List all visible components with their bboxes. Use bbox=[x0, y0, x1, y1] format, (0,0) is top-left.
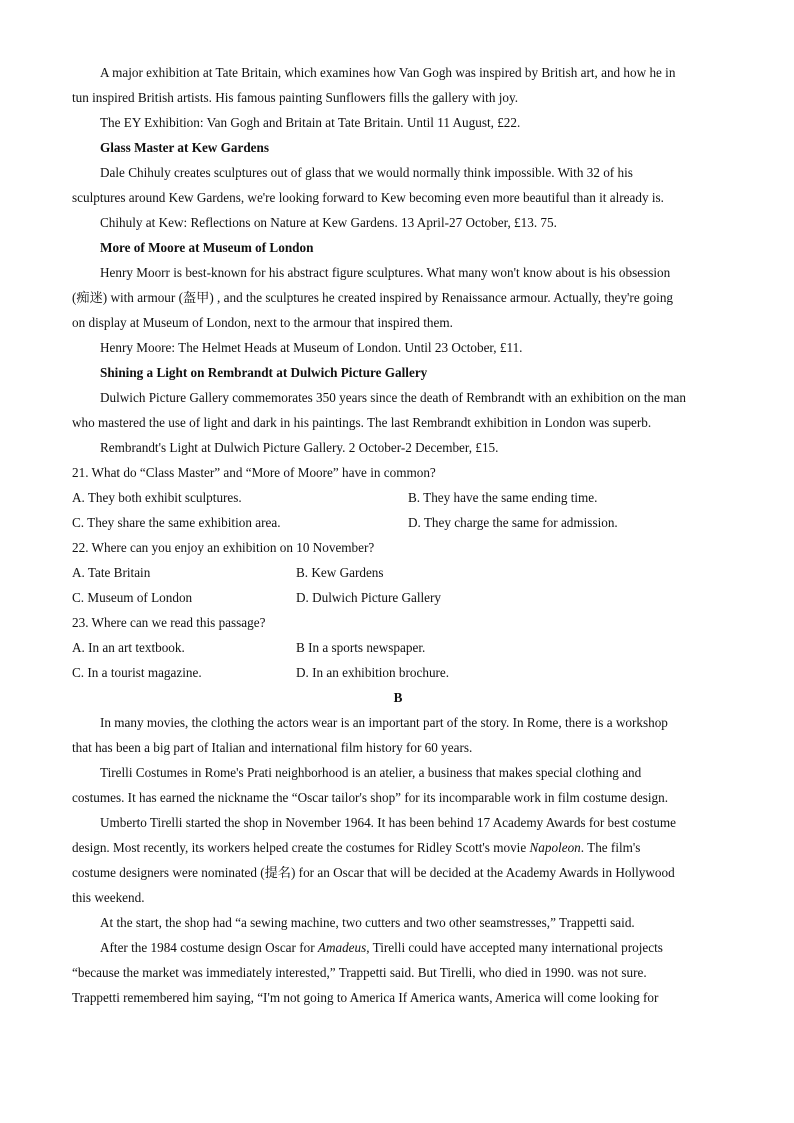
question-22-options-row-2 bbox=[72, 585, 724, 610]
section-b-p2-line-2: costumes. It has earned the nickname the “Oscar tailor's shop” for its incomparable work in film costume design. bbox=[72, 790, 669, 805]
section-b-p1-line-1: In many movies, the clothing the actors wear is an important part of the story. In Rome, there is a workshop bbox=[100, 715, 668, 730]
moore-desc-line-1: Henry Moorr is best-known for his abstract figure sculptures. What many won't know about is his obsession bbox=[100, 265, 671, 280]
section-b-p3-line-3: costume designers were nominated (提名) for an Oscar that will be decided at the Academy Awards in Hollywood bbox=[72, 865, 675, 880]
kew-desc-line-2: sculptures around Kew Gardens, we're looking forward to Kew becoming even more beautiful than it already is. bbox=[72, 190, 664, 205]
movie-title-amadeus: Amadeus bbox=[317, 940, 367, 955]
section-b-p3-line-2 bbox=[72, 835, 724, 860]
section-b-heading: B bbox=[393, 690, 403, 705]
question-23-stem: 23. Where can we read this passage? bbox=[72, 615, 266, 630]
section-b-p2-line-1: Tirelli Costumes in Rome's Prati neighborhood is an atelier, a business that makes special clothing and bbox=[100, 765, 642, 780]
tate-info: The EY Exhibition: Van Gogh and Britain at Tate Britain. Until 11 August, £22. bbox=[100, 115, 521, 130]
section-b-p3-line-2-post: . The film's bbox=[580, 840, 641, 855]
question-21-options-row-1 bbox=[72, 485, 724, 510]
moore-desc-line-3: on display at Museum of London, next to the armour that inspired them. bbox=[72, 315, 453, 330]
question-21-option-a: A. They both exhibit sculptures. bbox=[72, 490, 242, 505]
moore-info: Henry Moore: The Helmet Heads at Museum of London. Until 23 October, £11. bbox=[100, 340, 523, 355]
rembrandt-desc-line-2: who mastered the use of light and dark in his paintings. The last Rembrandt exhibition in London was superb. bbox=[72, 415, 652, 430]
question-22-options-row-1 bbox=[72, 560, 724, 585]
moore-desc-line-2: (痴迷) with armour (盔甲) , and the sculptures he created inspired by Renaissance armour. Actually, they're going bbox=[72, 290, 674, 305]
section-b-p3-line-2-pre: design. Most recently, its workers helped create the costumes for Ridley Scott's movie bbox=[72, 840, 530, 855]
section-b-p4: At the start, the shop had “a sewing machine, two cutters and two other seamstresses,” Trappetti said. bbox=[100, 915, 635, 930]
moore-title: More of Moore at Museum of London bbox=[100, 240, 314, 255]
section-b-p5-line-3: Trappetti remembered him saying, “I'm not going to America If America wants, America will come looking for bbox=[72, 990, 659, 1005]
section-b-p3-line-1: Umberto Tirelli started the shop in November 1964. It has been behind 17 Academy Awards for best costume bbox=[100, 815, 676, 830]
question-22-option-d: D. Dulwich Picture Gallery bbox=[296, 590, 442, 605]
question-21-option-d: D. They charge the same for admission. bbox=[408, 515, 618, 530]
tate-desc-line-1: A major exhibition at Tate Britain, which examines how Van Gogh was inspired by British art, and how he in bbox=[100, 65, 676, 80]
movie-title-napoleon: Napoleon bbox=[529, 840, 581, 855]
rembrandt-desc-line-1: Dulwich Picture Gallery commemorates 350 years since the death of Rembrandt with an exhibition on the man bbox=[100, 390, 686, 405]
section-b-p5-line-2: “because the market was immediately interested,” Trappetti said. But Tirelli, who died in 1990. was not sure. bbox=[72, 965, 647, 980]
rembrandt-title: Shining a Light on Rembrandt at Dulwich Picture Gallery bbox=[100, 365, 428, 380]
question-21-options-row-2 bbox=[72, 510, 724, 535]
question-23-option-d: D. In an exhibition brochure. bbox=[296, 665, 450, 680]
kew-info: Chihuly at Kew: Reflections on Nature at Kew Gardens. 13 April-27 October, £13. 75. bbox=[100, 215, 557, 230]
section-b-p5-line-1 bbox=[72, 935, 724, 960]
section-b-p5-line-1-pre: After the 1984 costume design Oscar for bbox=[100, 940, 318, 955]
section-b-p5-line-1-post: , Tirelli could have accepted many international projects bbox=[366, 940, 663, 955]
kew-desc-line-1: Dale Chihuly creates sculptures out of glass that we would normally think impossible. With 32 of his bbox=[100, 165, 633, 180]
section-b-p3-line-4: this weekend. bbox=[72, 890, 145, 905]
tate-desc-line-2: tun inspired British artists. His famous painting Sunflowers fills the gallery with joy. bbox=[72, 90, 519, 105]
kew-title: Glass Master at Kew Gardens bbox=[100, 140, 269, 155]
document-page bbox=[72, 60, 724, 1010]
question-22-option-b: B. Kew Gardens bbox=[296, 565, 384, 580]
question-23-option-c: C. In a tourist magazine. bbox=[72, 665, 202, 680]
question-23-option-a: A. In an art textbook. bbox=[72, 640, 185, 655]
question-23-options-row-1 bbox=[72, 635, 724, 660]
question-23-options-row-2 bbox=[72, 660, 724, 685]
question-22-option-a: A. Tate Britain bbox=[72, 565, 151, 580]
question-23-option-b: B In a sports newspaper. bbox=[296, 640, 426, 655]
question-22-option-c: C. Museum of London bbox=[72, 590, 193, 605]
question-21-option-b: B. They have the same ending time. bbox=[408, 490, 598, 505]
rembrandt-info: Rembrandt's Light at Dulwich Picture Gallery. 2 October-2 December, £15. bbox=[100, 440, 499, 455]
section-b-p1-line-2: that has been a big part of Italian and international film history for 60 years. bbox=[72, 740, 473, 755]
question-22-stem: 22. Where can you enjoy an exhibition on 10 November? bbox=[72, 540, 375, 555]
question-21-stem: 21. What do “Class Master” and “More of Moore” have in common? bbox=[72, 465, 436, 480]
question-21-option-c: C. They share the same exhibition area. bbox=[72, 515, 281, 530]
